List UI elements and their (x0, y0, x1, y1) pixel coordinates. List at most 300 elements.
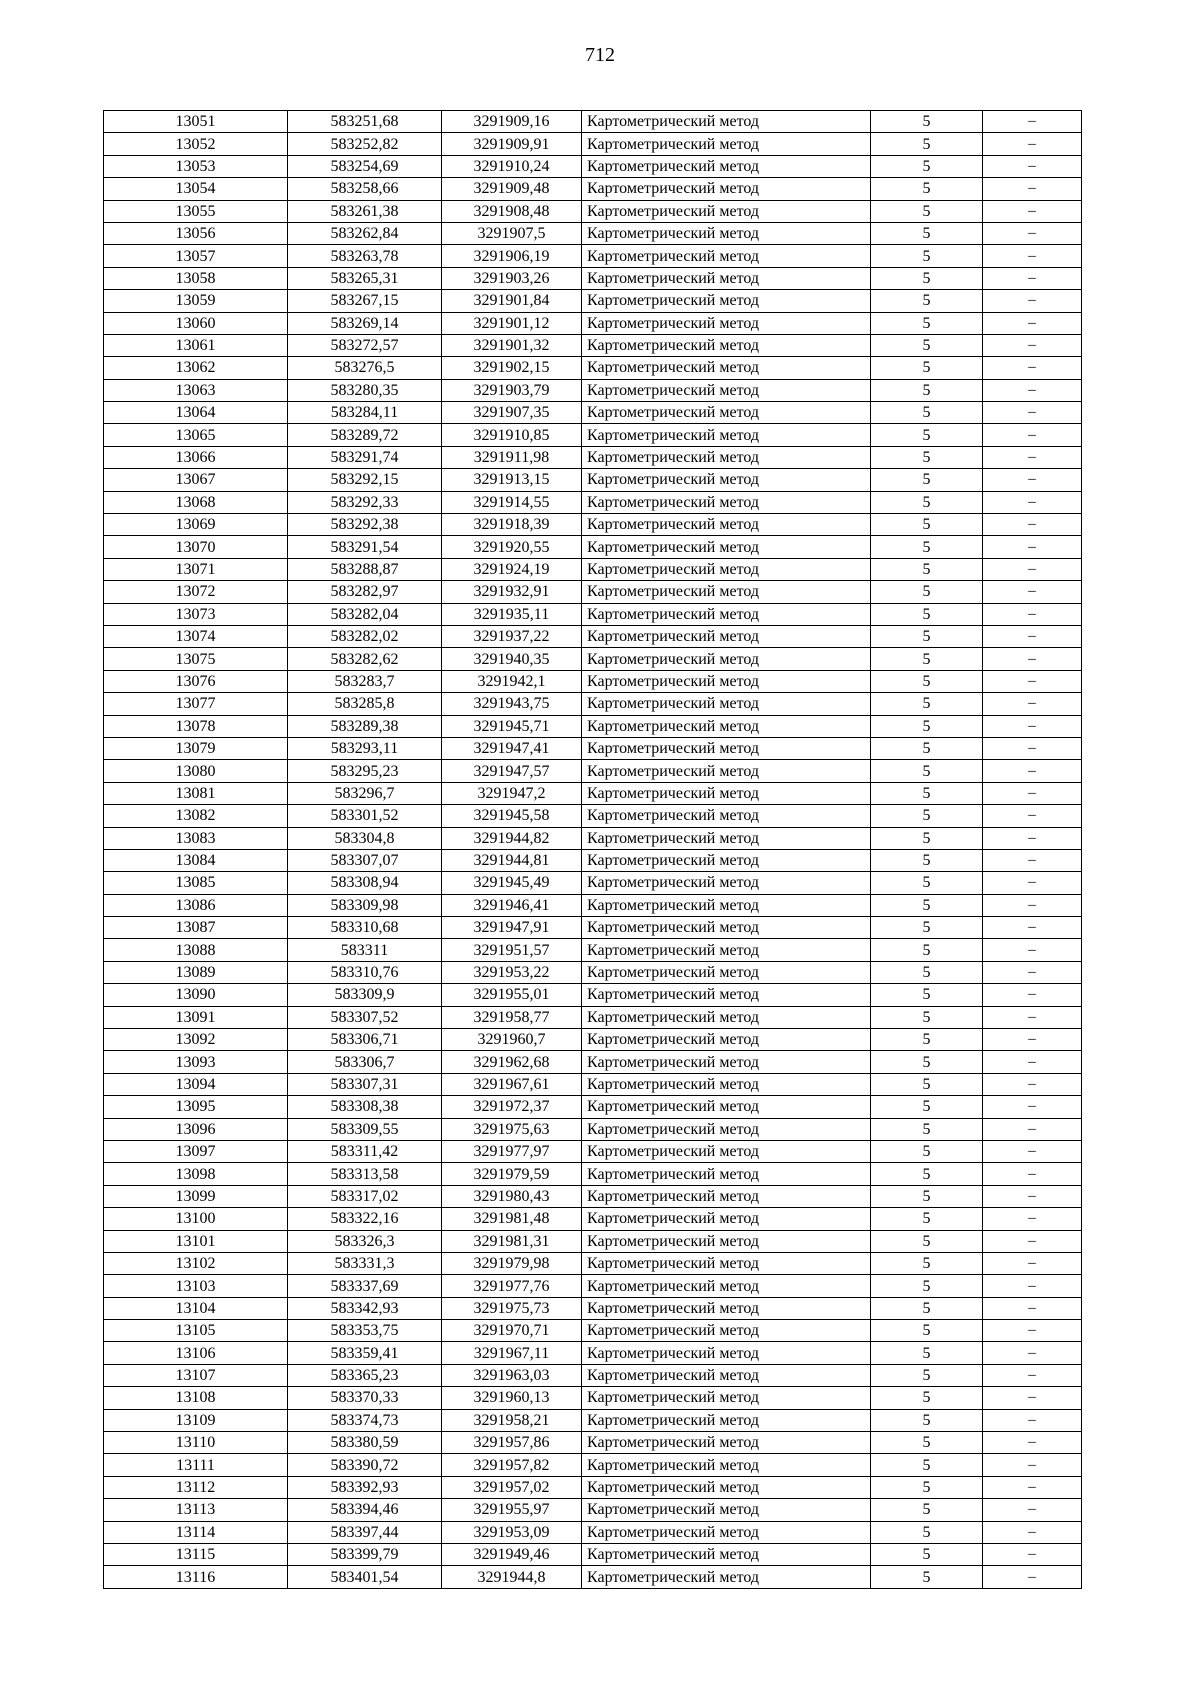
x-coordinate-cell: 583292,38 (288, 514, 442, 536)
precision-cell: 5 (871, 1140, 983, 1162)
point-number-cell: 13101 (104, 1230, 288, 1252)
point-number-cell: 13058 (104, 267, 288, 289)
precision-cell: 5 (871, 357, 983, 379)
precision-cell: 5 (871, 1185, 983, 1207)
x-coordinate-cell: 583291,54 (288, 536, 442, 558)
note-cell: – (983, 1230, 1082, 1252)
x-coordinate-cell: 583394,46 (288, 1499, 442, 1521)
point-number-cell: 13102 (104, 1252, 288, 1274)
table-row (104, 402, 1082, 424)
y-coordinate-cell: 3291920,55 (442, 536, 582, 558)
y-coordinate-cell: 3291981,48 (442, 1208, 582, 1230)
x-coordinate-cell: 583322,16 (288, 1208, 442, 1230)
precision-cell: 5 (871, 245, 983, 267)
table-row (104, 1163, 1082, 1185)
y-coordinate-cell: 3291902,15 (442, 357, 582, 379)
table-row (104, 312, 1082, 334)
method-cell: Картометрический метод (582, 581, 871, 603)
precision-cell: 5 (871, 200, 983, 222)
x-coordinate-cell: 583285,8 (288, 693, 442, 715)
table-row (104, 133, 1082, 155)
precision-cell: 5 (871, 469, 983, 491)
y-coordinate-cell: 3291944,82 (442, 827, 582, 849)
method-cell: Картометрический метод (582, 1544, 871, 1566)
table-row (104, 670, 1082, 692)
table-row (104, 984, 1082, 1006)
method-cell: Картометрический метод (582, 334, 871, 356)
precision-cell: 5 (871, 917, 983, 939)
method-cell: Картометрический метод (582, 178, 871, 200)
method-cell: Картометрический метод (582, 424, 871, 446)
precision-cell: 5 (871, 1073, 983, 1095)
precision-cell: 5 (871, 491, 983, 513)
precision-cell: 5 (871, 1409, 983, 1431)
note-cell: – (983, 536, 1082, 558)
precision-cell: 5 (871, 1051, 983, 1073)
table-row (104, 1499, 1082, 1521)
x-coordinate-cell: 583272,57 (288, 334, 442, 356)
point-number-cell: 13064 (104, 402, 288, 424)
y-coordinate-cell: 3291908,48 (442, 200, 582, 222)
note-cell: – (983, 514, 1082, 536)
y-coordinate-cell: 3291977,76 (442, 1275, 582, 1297)
table-row (104, 1140, 1082, 1162)
x-coordinate-cell: 583313,58 (288, 1163, 442, 1185)
table-row (104, 222, 1082, 244)
y-coordinate-cell: 3291911,98 (442, 446, 582, 468)
y-coordinate-cell: 3291901,32 (442, 334, 582, 356)
note-cell: – (983, 402, 1082, 424)
note-cell: – (983, 805, 1082, 827)
table-row (104, 581, 1082, 603)
table-row (104, 1387, 1082, 1409)
x-coordinate-cell: 583306,7 (288, 1051, 442, 1073)
x-coordinate-cell: 583397,44 (288, 1521, 442, 1543)
method-cell: Картометрический метод (582, 1387, 871, 1409)
method-cell: Картометрический метод (582, 1185, 871, 1207)
y-coordinate-cell: 3291913,15 (442, 469, 582, 491)
y-coordinate-cell: 3291901,12 (442, 312, 582, 334)
point-number-cell: 13054 (104, 178, 288, 200)
note-cell: – (983, 917, 1082, 939)
note-cell: – (983, 961, 1082, 983)
point-number-cell: 13088 (104, 939, 288, 961)
x-coordinate-cell: 583263,78 (288, 245, 442, 267)
method-cell: Картометрический метод (582, 1476, 871, 1498)
method-cell: Картометрический метод (582, 379, 871, 401)
precision-cell: 5 (871, 1297, 983, 1319)
y-coordinate-cell: 3291944,81 (442, 849, 582, 871)
note-cell: – (983, 1476, 1082, 1498)
y-coordinate-cell: 3291967,11 (442, 1342, 582, 1364)
point-number-cell: 13098 (104, 1163, 288, 1185)
x-coordinate-cell: 583282,04 (288, 603, 442, 625)
method-cell: Картометрический метод (582, 670, 871, 692)
x-coordinate-cell: 583289,38 (288, 715, 442, 737)
point-number-cell: 13110 (104, 1432, 288, 1454)
point-number-cell: 13112 (104, 1476, 288, 1498)
x-coordinate-cell: 583282,97 (288, 581, 442, 603)
note-cell: – (983, 782, 1082, 804)
point-number-cell: 13095 (104, 1096, 288, 1118)
method-cell: Картометрический метод (582, 1140, 871, 1162)
precision-cell: 5 (871, 849, 983, 871)
method-cell: Картометрический метод (582, 1499, 871, 1521)
note-cell: – (983, 200, 1082, 222)
x-coordinate-cell: 583359,41 (288, 1342, 442, 1364)
precision-cell: 5 (871, 1566, 983, 1588)
y-coordinate-cell: 3291955,01 (442, 984, 582, 1006)
table-row (104, 894, 1082, 916)
table-row (104, 849, 1082, 871)
precision-cell: 5 (871, 894, 983, 916)
y-coordinate-cell: 3291947,2 (442, 782, 582, 804)
table-row (104, 200, 1082, 222)
point-number-cell: 13057 (104, 245, 288, 267)
precision-cell: 5 (871, 312, 983, 334)
table-row (104, 111, 1082, 133)
y-coordinate-cell: 3291979,59 (442, 1163, 582, 1185)
y-coordinate-cell: 3291914,55 (442, 491, 582, 513)
precision-cell: 5 (871, 267, 983, 289)
x-coordinate-cell: 583337,69 (288, 1275, 442, 1297)
y-coordinate-cell: 3291957,82 (442, 1454, 582, 1476)
precision-cell: 5 (871, 1387, 983, 1409)
y-coordinate-cell: 3291980,43 (442, 1185, 582, 1207)
x-coordinate-cell: 583390,72 (288, 1454, 442, 1476)
y-coordinate-cell: 3291972,37 (442, 1096, 582, 1118)
method-cell: Картометрический метод (582, 558, 871, 580)
method-cell: Картометрический метод (582, 1208, 871, 1230)
precision-cell: 5 (871, 1029, 983, 1051)
method-cell: Картометрический метод (582, 1051, 871, 1073)
precision-cell: 5 (871, 424, 983, 446)
note-cell: – (983, 111, 1082, 133)
method-cell: Картометрический метод (582, 446, 871, 468)
precision-cell: 5 (871, 1006, 983, 1028)
precision-cell: 5 (871, 1320, 983, 1342)
point-number-cell: 13053 (104, 155, 288, 177)
y-coordinate-cell: 3291937,22 (442, 625, 582, 647)
note-cell: – (983, 1342, 1082, 1364)
table-row (104, 1454, 1082, 1476)
note-cell: – (983, 670, 1082, 692)
y-coordinate-cell: 3291947,41 (442, 737, 582, 759)
note-cell: – (983, 1006, 1082, 1028)
method-cell: Картометрический метод (582, 1320, 871, 1342)
x-coordinate-cell: 583251,68 (288, 111, 442, 133)
point-number-cell: 13094 (104, 1073, 288, 1095)
precision-cell: 5 (871, 222, 983, 244)
note-cell: – (983, 737, 1082, 759)
point-number-cell: 13106 (104, 1342, 288, 1364)
x-coordinate-cell: 583293,11 (288, 737, 442, 759)
point-number-cell: 13113 (104, 1499, 288, 1521)
x-coordinate-cell: 583261,38 (288, 200, 442, 222)
x-coordinate-cell: 583265,31 (288, 267, 442, 289)
precision-cell: 5 (871, 625, 983, 647)
x-coordinate-cell: 583308,38 (288, 1096, 442, 1118)
precision-cell: 5 (871, 1521, 983, 1543)
note-cell: – (983, 446, 1082, 468)
coordinates-table-body (104, 111, 1082, 1589)
y-coordinate-cell: 3291963,03 (442, 1364, 582, 1386)
precision-cell: 5 (871, 290, 983, 312)
precision-cell: 5 (871, 514, 983, 536)
method-cell: Картометрический метод (582, 155, 871, 177)
method-cell: Картометрический метод (582, 536, 871, 558)
x-coordinate-cell: 583399,79 (288, 1544, 442, 1566)
precision-cell: 5 (871, 155, 983, 177)
x-coordinate-cell: 583392,93 (288, 1476, 442, 1498)
note-cell: – (983, 1051, 1082, 1073)
table-row (104, 648, 1082, 670)
y-coordinate-cell: 3291967,61 (442, 1073, 582, 1095)
table-row (104, 446, 1082, 468)
point-number-cell: 13081 (104, 782, 288, 804)
y-coordinate-cell: 3291940,35 (442, 648, 582, 670)
y-coordinate-cell: 3291906,19 (442, 245, 582, 267)
table-row (104, 1297, 1082, 1319)
method-cell: Картометрический метод (582, 1252, 871, 1274)
precision-cell: 5 (871, 1544, 983, 1566)
x-coordinate-cell: 583308,94 (288, 872, 442, 894)
method-cell: Картометрический метод (582, 200, 871, 222)
point-number-cell: 13103 (104, 1275, 288, 1297)
note-cell: – (983, 133, 1082, 155)
x-coordinate-cell: 583283,7 (288, 670, 442, 692)
table-row (104, 1051, 1082, 1073)
table-row (104, 290, 1082, 312)
y-coordinate-cell: 3291960,13 (442, 1387, 582, 1409)
y-coordinate-cell: 3291944,8 (442, 1566, 582, 1588)
method-cell: Картометрический метод (582, 1521, 871, 1543)
y-coordinate-cell: 3291958,77 (442, 1006, 582, 1028)
table-row (104, 827, 1082, 849)
point-number-cell: 13105 (104, 1320, 288, 1342)
point-number-cell: 13070 (104, 536, 288, 558)
note-cell: – (983, 1252, 1082, 1274)
y-coordinate-cell: 3291910,24 (442, 155, 582, 177)
point-number-cell: 13104 (104, 1297, 288, 1319)
y-coordinate-cell: 3291907,5 (442, 222, 582, 244)
note-cell: – (983, 1454, 1082, 1476)
point-number-cell: 13065 (104, 424, 288, 446)
method-cell: Картометрический метод (582, 1096, 871, 1118)
point-number-cell: 13086 (104, 894, 288, 916)
note-cell: – (983, 1364, 1082, 1386)
note-cell: – (983, 267, 1082, 289)
method-cell: Картометрический метод (582, 1342, 871, 1364)
x-coordinate-cell: 583317,02 (288, 1185, 442, 1207)
note-cell: – (983, 290, 1082, 312)
page-number: 712 (585, 44, 615, 66)
method-cell: Картометрический метод (582, 111, 871, 133)
table-row (104, 737, 1082, 759)
point-number-cell: 13059 (104, 290, 288, 312)
method-cell: Картометрический метод (582, 1454, 871, 1476)
precision-cell: 5 (871, 1252, 983, 1274)
x-coordinate-cell: 583282,62 (288, 648, 442, 670)
method-cell: Картометрический метод (582, 402, 871, 424)
y-coordinate-cell: 3291951,57 (442, 939, 582, 961)
method-cell: Картометрический метод (582, 625, 871, 647)
point-number-cell: 13096 (104, 1118, 288, 1140)
y-coordinate-cell: 3291945,71 (442, 715, 582, 737)
note-cell: – (983, 1140, 1082, 1162)
method-cell: Картометрический метод (582, 894, 871, 916)
point-number-cell: 13108 (104, 1387, 288, 1409)
point-number-cell: 13114 (104, 1521, 288, 1543)
note-cell: – (983, 760, 1082, 782)
y-coordinate-cell: 3291918,39 (442, 514, 582, 536)
point-number-cell: 13097 (104, 1140, 288, 1162)
y-coordinate-cell: 3291947,57 (442, 760, 582, 782)
method-cell: Картометрический метод (582, 782, 871, 804)
precision-cell: 5 (871, 961, 983, 983)
method-cell: Картометрический метод (582, 760, 871, 782)
point-number-cell: 13076 (104, 670, 288, 692)
x-coordinate-cell: 583326,3 (288, 1230, 442, 1252)
y-coordinate-cell: 3291958,21 (442, 1409, 582, 1431)
y-coordinate-cell: 3291955,97 (442, 1499, 582, 1521)
table-row (104, 1029, 1082, 1051)
y-coordinate-cell: 3291945,49 (442, 872, 582, 894)
point-number-cell: 13083 (104, 827, 288, 849)
x-coordinate-cell: 583295,23 (288, 760, 442, 782)
point-number-cell: 13107 (104, 1364, 288, 1386)
note-cell: – (983, 469, 1082, 491)
table-row (104, 469, 1082, 491)
y-coordinate-cell: 3291979,98 (442, 1252, 582, 1274)
table-row (104, 357, 1082, 379)
precision-cell: 5 (871, 1275, 983, 1297)
note-cell: – (983, 1185, 1082, 1207)
table-row (104, 782, 1082, 804)
method-cell: Картометрический метод (582, 1275, 871, 1297)
point-number-cell: 13061 (104, 334, 288, 356)
x-coordinate-cell: 583380,59 (288, 1432, 442, 1454)
x-coordinate-cell: 583307,07 (288, 849, 442, 871)
table-row (104, 1432, 1082, 1454)
note-cell: – (983, 155, 1082, 177)
x-coordinate-cell: 583304,8 (288, 827, 442, 849)
method-cell: Картометрический метод (582, 917, 871, 939)
point-number-cell: 13111 (104, 1454, 288, 1476)
y-coordinate-cell: 3291909,91 (442, 133, 582, 155)
precision-cell: 5 (871, 1432, 983, 1454)
table-row (104, 1096, 1082, 1118)
method-cell: Картометрический метод (582, 1029, 871, 1051)
precision-cell: 5 (871, 1364, 983, 1386)
precision-cell: 5 (871, 178, 983, 200)
point-number-cell: 13091 (104, 1006, 288, 1028)
x-coordinate-cell: 583353,75 (288, 1320, 442, 1342)
x-coordinate-cell: 583365,23 (288, 1364, 442, 1386)
table-row (104, 245, 1082, 267)
note-cell: – (983, 1320, 1082, 1342)
note-cell: – (983, 581, 1082, 603)
table-row (104, 1073, 1082, 1095)
method-cell: Картометрический метод (582, 1566, 871, 1588)
x-coordinate-cell: 583307,31 (288, 1073, 442, 1095)
note-cell: – (983, 491, 1082, 513)
table-row (104, 760, 1082, 782)
note-cell: – (983, 222, 1082, 244)
precision-cell: 5 (871, 827, 983, 849)
y-coordinate-cell: 3291947,91 (442, 917, 582, 939)
precision-cell: 5 (871, 1230, 983, 1252)
precision-cell: 5 (871, 1208, 983, 1230)
method-cell: Картометрический метод (582, 872, 871, 894)
note-cell: – (983, 334, 1082, 356)
precision-cell: 5 (871, 715, 983, 737)
method-cell: Картометрический метод (582, 805, 871, 827)
x-coordinate-cell: 583342,93 (288, 1297, 442, 1319)
x-coordinate-cell: 583292,15 (288, 469, 442, 491)
note-cell: – (983, 1208, 1082, 1230)
x-coordinate-cell: 583291,74 (288, 446, 442, 468)
note-cell: – (983, 245, 1082, 267)
table-row (104, 1521, 1082, 1543)
x-coordinate-cell: 583292,33 (288, 491, 442, 513)
x-coordinate-cell: 583310,76 (288, 961, 442, 983)
y-coordinate-cell: 3291970,71 (442, 1320, 582, 1342)
table-row (104, 693, 1082, 715)
table-row (104, 1252, 1082, 1274)
x-coordinate-cell: 583289,72 (288, 424, 442, 446)
method-cell: Картометрический метод (582, 357, 871, 379)
y-coordinate-cell: 3291901,84 (442, 290, 582, 312)
table-row (104, 1342, 1082, 1364)
note-cell: – (983, 849, 1082, 871)
x-coordinate-cell: 583282,02 (288, 625, 442, 647)
method-cell: Картометрический метод (582, 245, 871, 267)
table-row (104, 514, 1082, 536)
method-cell: Картометрический метод (582, 267, 871, 289)
point-number-cell: 13099 (104, 1185, 288, 1207)
x-coordinate-cell: 583301,52 (288, 805, 442, 827)
y-coordinate-cell: 3291924,19 (442, 558, 582, 580)
precision-cell: 5 (871, 536, 983, 558)
y-coordinate-cell: 3291975,63 (442, 1118, 582, 1140)
method-cell: Картометрический метод (582, 1163, 871, 1185)
x-coordinate-cell: 583254,69 (288, 155, 442, 177)
table-row (104, 379, 1082, 401)
point-number-cell: 13080 (104, 760, 288, 782)
x-coordinate-cell: 583309,55 (288, 1118, 442, 1140)
method-cell: Картометрический метод (582, 514, 871, 536)
x-coordinate-cell: 583311 (288, 939, 442, 961)
y-coordinate-cell: 3291977,97 (442, 1140, 582, 1162)
precision-cell: 5 (871, 984, 983, 1006)
table-row (104, 491, 1082, 513)
method-cell: Картометрический метод (582, 715, 871, 737)
x-coordinate-cell: 583280,35 (288, 379, 442, 401)
method-cell: Картометрический метод (582, 133, 871, 155)
y-coordinate-cell: 3291909,16 (442, 111, 582, 133)
point-number-cell: 13074 (104, 625, 288, 647)
x-coordinate-cell: 583296,7 (288, 782, 442, 804)
point-number-cell: 13078 (104, 715, 288, 737)
table-row (104, 1118, 1082, 1140)
precision-cell: 5 (871, 1118, 983, 1140)
note-cell: – (983, 1029, 1082, 1051)
y-coordinate-cell: 3291943,75 (442, 693, 582, 715)
method-cell: Картометрический метод (582, 827, 871, 849)
note-cell: – (983, 1096, 1082, 1118)
method-cell: Картометрический метод (582, 1432, 871, 1454)
